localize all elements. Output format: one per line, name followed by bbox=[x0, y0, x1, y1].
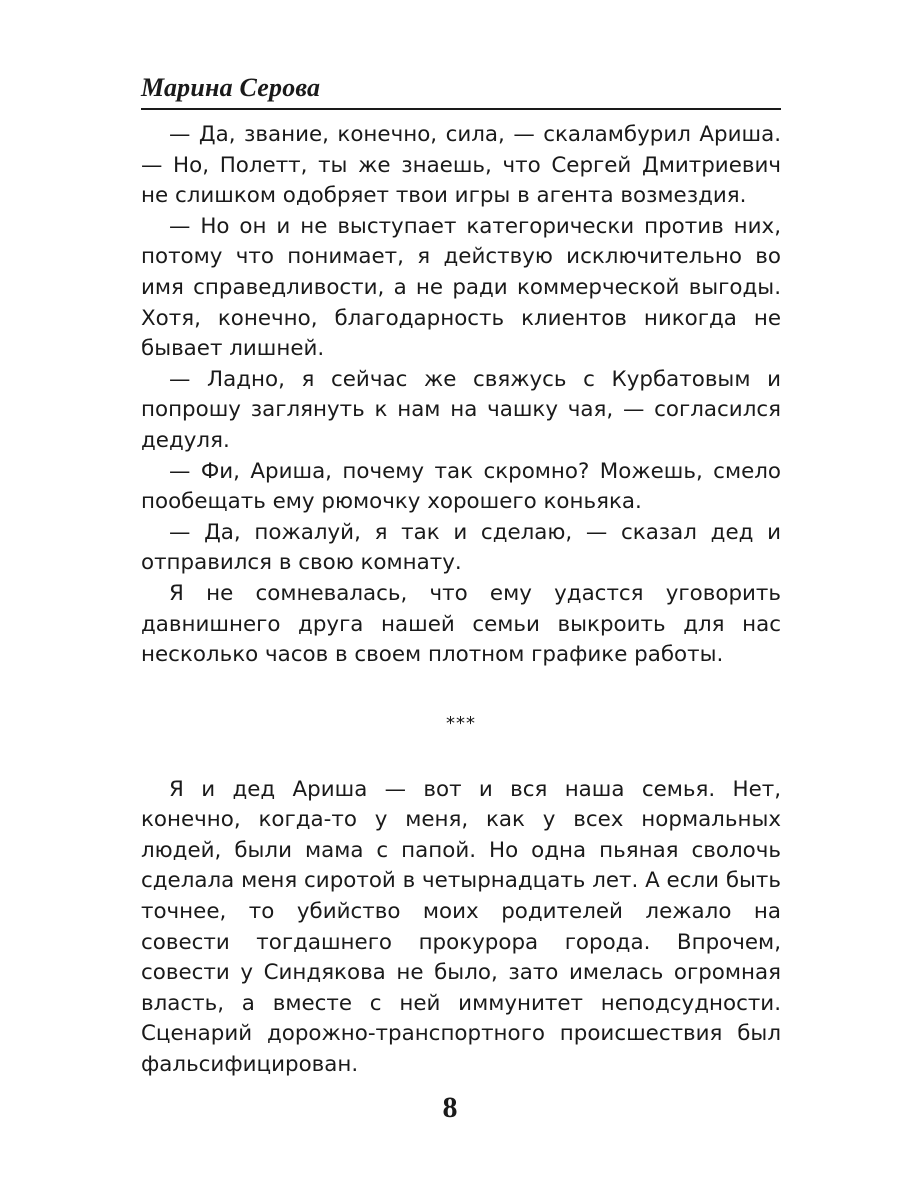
paragraph: — Фи, Ариша, почему так скромно? Можешь, смело пообещать ему рюмочку хорошего коньяка. bbox=[141, 458, 781, 515]
running-head-author: Марина Серова bbox=[141, 72, 781, 110]
paragraph: — Да, пожалуй, я так и сделаю, — сказал дед и отправился в свою комнату. bbox=[141, 519, 781, 576]
paragraph: — Ладно, я сейчас же свяжусь с Курбатовым и попрошу заглянуть к нам на чашку чая, — согласился дедуля. bbox=[141, 366, 781, 453]
page-number: 8 bbox=[442, 1091, 458, 1124]
paragraph: — Да, звание, конечно, сила, — скаламбурил Ариша. — Но, Полетт, ты же знаешь, что Сергей Дмитриевич не слишком одобряет твои игры в агента возмездия. bbox=[141, 122, 781, 209]
book-page bbox=[141, 72, 781, 1081]
paragraph: Я и дед Ариша — вот и вся наша семья. Нет, конечно, когда-то у меня, как у всех нормальных людей, были мама с папой. Но одна пьяная сволочь сделала меня сиротой в четырнадцать лет. А если быть точнее, то убийство моих родителей лежало на совести тогдашнего прокурора города. Впрочем, совести у Синдякова не было, зато имелась огромная власть, а вместе с ней иммунитет неподсудности. Сценарий дорожно-транспортного происшествия был фальсифицирован. bbox=[141, 776, 781, 1078]
section-break: *** bbox=[446, 712, 476, 734]
body-text bbox=[141, 120, 781, 671]
paragraph: Я не сомневалась, что ему удастся уговорить давнишнего друга нашей семьи выкроить для нас несколько часов в своем плотном графике работы. bbox=[141, 580, 781, 668]
body-text-continued bbox=[141, 775, 781, 1081]
paragraph: — Но он и не выступает категорически против них, потому что понимает, я действую исключительно во имя справедливости, а не ради коммерческой выгоды. Хотя, конечно, благодарность клиентов никогда не бывает лишней. bbox=[141, 213, 781, 362]
